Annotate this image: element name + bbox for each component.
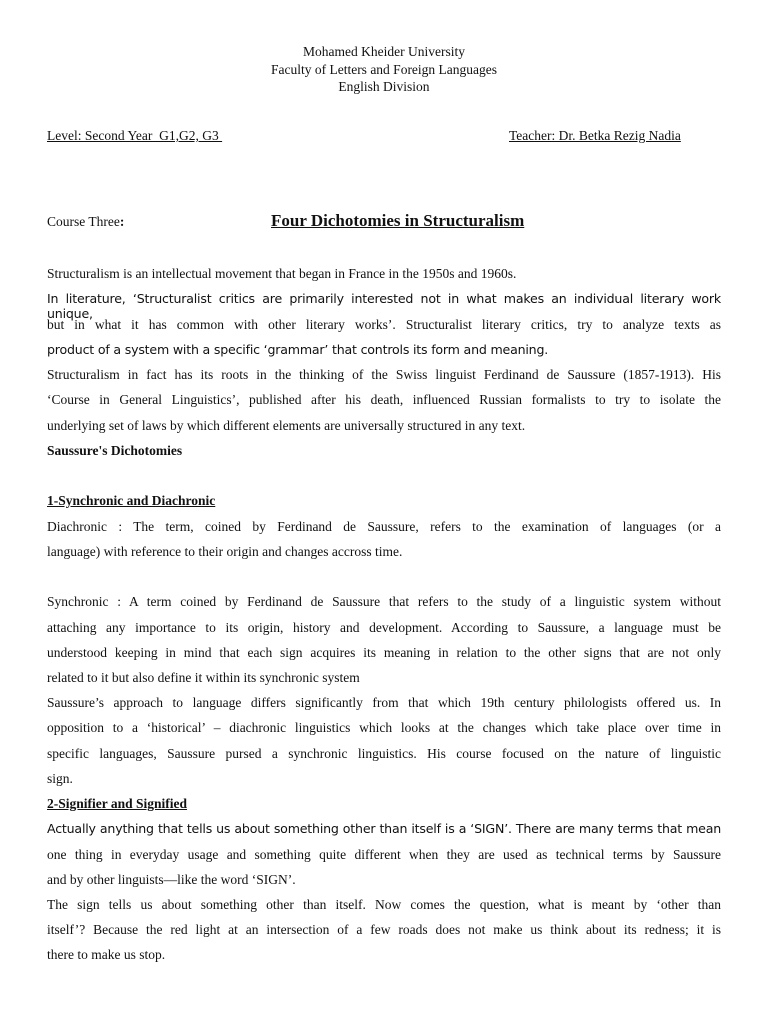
body-line: understood keeping in mind that each sign acquires its meaning in relation to the other signs that are not only: [47, 645, 721, 660]
body-line: but in what it has common with other literary works’. Structuralist literary critics, try to analyze texts as: [47, 317, 721, 332]
faculty-name: Faculty of Letters and Foreign Languages: [270, 62, 498, 77]
body-line: language) with reference to their origin and changes accross time.: [47, 544, 403, 559]
body-line: ‘Course in General Linguistics’, published after his death, influenced Russian formalists to try to isolate the: [47, 392, 721, 407]
body-line: Actually anything that tells us about something other than itself is a ‘SIGN’. There are many terms that mean: [47, 821, 721, 836]
body-line: related to it but also define it within its synchronic system: [47, 670, 360, 685]
division-name: English Division: [338, 79, 430, 94]
body-line: Saussure’s approach to language differs significantly from that which 19th century philologists offered us. In: [47, 695, 721, 710]
course-label-colon: :: [119, 214, 125, 229]
body-line: opposition to a ‘historical’ – diachronic linguistics which looks at the changes which take place over time in: [47, 720, 721, 735]
body-line: sign.: [47, 771, 73, 786]
body-line: Synchronic : A term coined by Ferdinand de Saussure that refers to the study of a linguistic system without: [47, 594, 721, 609]
body-line: Structuralism is an intellectual movement that began in France in the 1950s and 1960s.: [47, 266, 517, 281]
course-label: [47, 214, 124, 230]
body-line: Structuralism in fact has its roots in the thinking of the Swiss linguist Ferdinand de Saussure (1857-1913). His: [47, 367, 721, 382]
section-heading: 2-Signifier and Signified: [47, 796, 188, 811]
teacher-info: Teacher: Dr. Betka Rezig Nadia: [509, 128, 681, 143]
body-line: there to make us stop.: [47, 947, 166, 962]
section-heading: Saussure's Dichotomies: [47, 443, 183, 458]
body-line: underlying set of laws by which different elements are universally structured in any text.: [47, 418, 526, 433]
level-info: Level: Second Year G1,G2, G3: [47, 128, 223, 143]
body-line: specific languages, Saussure pursed a synchronic linguistics. His course focused on the nature of linguistic: [47, 746, 721, 761]
body-line: one thing in everyday usage and something quite different when they are used as technical terms by Saussure: [47, 847, 721, 862]
body-line: and by other linguists—like the word ‘SIGN’.: [47, 872, 296, 887]
body-line: The sign tells us about something other than itself. Now comes the question, what is meant by ‘other than: [47, 897, 721, 912]
section-heading: 1-Synchronic and Diachronic: [47, 493, 216, 508]
body-line: In literature, ‘Structuralist critics are primarily interested not in what makes an individual literary work unique,: [47, 291, 721, 321]
body-line: product of a system with a specific ‘grammar’ that controls its form and meaning.: [47, 342, 549, 357]
university-name: Mohamed Kheider University: [303, 44, 465, 59]
body-line: itself’? Because the red light at an intersection of a few roads does not make us think about its redness; it is: [47, 922, 721, 937]
body-line: attaching any importance to its origin, history and development. According to Saussure, a language must be: [47, 620, 721, 635]
course-label-text: Course Three: [47, 214, 120, 229]
course-title: Four Dichotomies in Structuralism: [271, 211, 525, 230]
body-line: Diachronic : The term, coined by Ferdinand de Saussure, refers to the examination of languages (or a: [47, 519, 721, 534]
